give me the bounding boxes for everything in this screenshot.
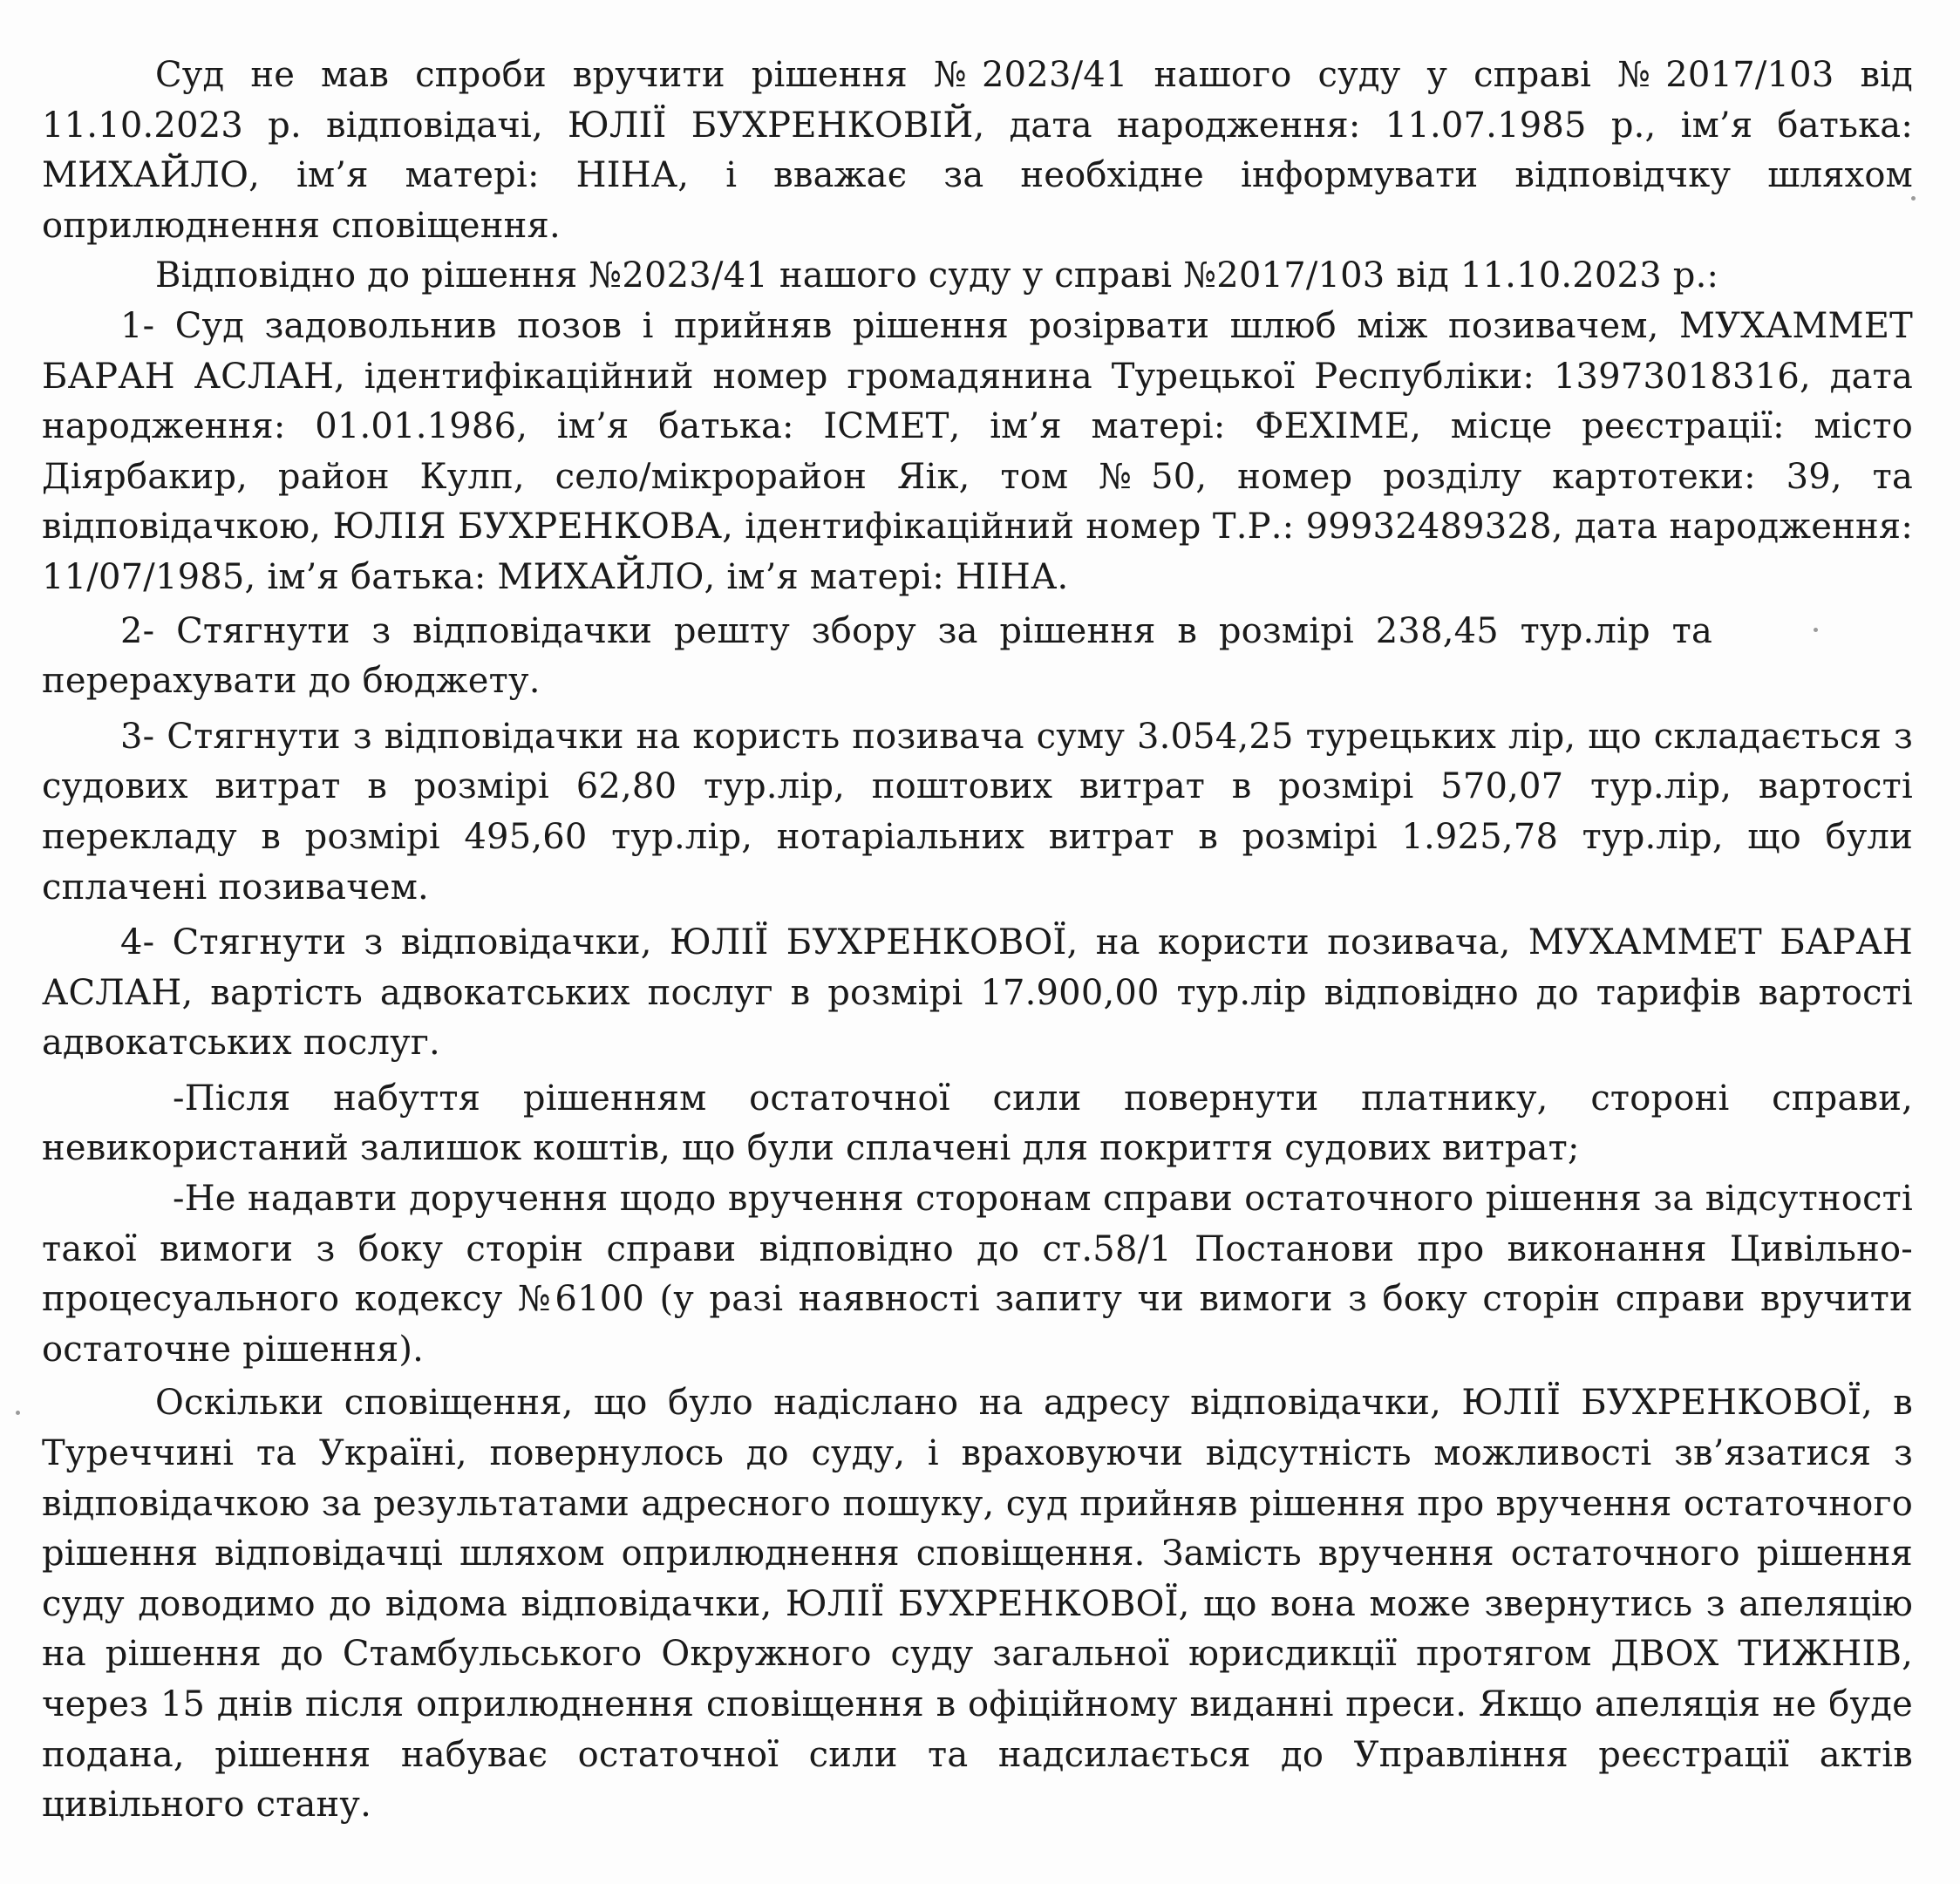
paragraph-item-2: 2- Стягнути з відповідачки решту збору за рішення в розмірі 238,45 тур.лір та перерахувати до бюджету.: [42, 610, 1712, 702]
paragraph-no-service: -Не надавти доручення щодо вручення сторонам справи остаточного рішення за відсутності такої вимоги з боку сторін справи відповідно до ст.58/1 Постанови про виконання Цивільно-процесуального кодексу №6100 (у разі наявності запиту чи вимоги з боку сторін справи вручити остаточне рішення).: [42, 1179, 1913, 1370]
paragraph-item-3: 3- Стягнути з відповідачки на користь позивача суму 3.054,25 турецьких лір, що складається з судових витрат в розмірі 62,80 тур.лір, поштових витрат в розмірі 570,07 тур.лір, вартості перекладу в розмірі 495,60 тур.лір, нотаріальних витрат в розмірі 1.925,78 тур.лір, що були сплачені позивачем.: [42, 716, 1913, 908]
paragraph-decision-reference: Відповідно до рішення №2023/41 нашого суду у справі №2017/103 від 11.10.2023 р.:: [155, 255, 1719, 296]
paragraph-intro: Суд не мав спроби вручити рішення №2023/41 нашого суду у справі №2017/103 від 11.10.2023 р. відповідачі, ЮЛІЇ БУХРЕНКОВІЙ, дата народження: 11.07.1985 р., ім’я батька: МИХАЙЛО, ім’я матері: НІНА, і вважає за необхідне інформувати відповідчку шляхом оприлюднення сповіщення.: [42, 55, 1913, 246]
document-body: [42, 51, 1913, 1831]
scan-speck: [1814, 628, 1818, 632]
paragraph-item-4: 4- Стягнути з відповідачки, ЮЛІЇ БУХРЕНКОВОЇ, на користи позивача, МУХАММЕТ БАРАН АСЛАН, вартість адвокатських послуг в розмірі 17.900,00 тур.лір відповідно до тарифів вартості адвокатських послуг.: [42, 922, 1913, 1064]
paragraph-conclusion: Оскільки сповіщення, що було надіслано на адресу відповідачки, ЮЛІЇ БУХРЕНКОВОЇ, в Туреччині та Україні, повернулось до суду, і враховуючи відсутність можливості зв’язатися з відповідачкою за результатами адресного пошуку, суд прийняв рішення про вручення остаточного рішення відповідачці шляхом оприлюднення сповіщення. Замість вручення остаточного рішення суду доводимо до відома відповідачки, ЮЛІЇ БУХРЕНКОВОЇ, що вона може звернутись з апеляцію на рішення до Стамбульського Окружного суду загальної юрисдикції протягом ДВОХ ТИЖНІВ, через 15 днів після оприлюднення сповіщення в офіційному виданні преси. Якщо апеляція не буде подана, рішення набуває остаточної сили та надсилається до Управління реєстрації актів цивільного стану.: [42, 1383, 1913, 1826]
scan-speck: [16, 1411, 20, 1415]
scan-speck: [1911, 196, 1916, 201]
paragraph-refund: -Після набуття рішенням остаточної сили повернути платнику, стороні справи, невикористаний залишок коштів, що були сплачені для покриття судових витрат;: [42, 1078, 1913, 1169]
paragraph-item-1: 1- Суд задовольнив позов і прийняв рішення розірвати шлюб між позивачем, МУХАММЕТ БАРАН АСЛАН, ідентифікаційний номер громадянина Турецької Республіки: 13973018316, дата народження: 01.01.1986, ім’я батька: ІСМЕТ, ім’я матері: ФЕХІМЕ, місце реєстрації: місто Діярбакир, район Кулп, село/мікрорайон Яік, том №50, номер розділу картотеки: 39, та відповідачкою, ЮЛІЯ БУХРЕНКОВА, ідентифікаційний номер Т.Р.: 99932489328, дата народження: 11/07/1985, ім’я батька: МИХАЙЛО, ім’я матері: НІНА.: [42, 305, 1913, 597]
